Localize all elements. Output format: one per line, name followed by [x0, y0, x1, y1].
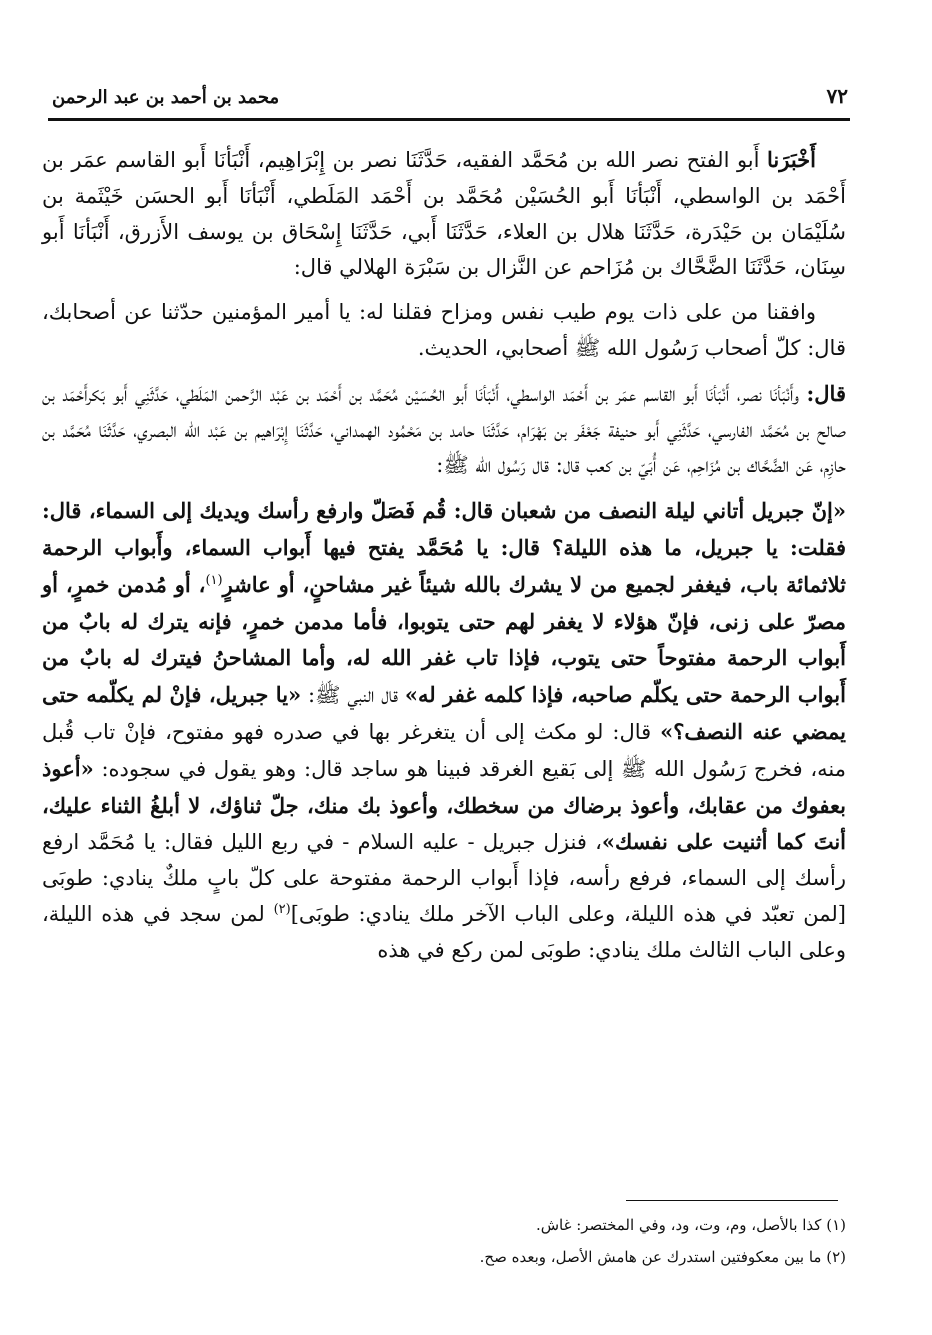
paragraph-1-text: أَبو الفتح نصر الله بن مُحَمَّد الفقيه، حَدَّثَنَا نصر بن إِبْرَاهِيم، أَنْبَأنَا أَبو القاسم عمَر بن أَحْمَد بن الواسطي، أَنْبَأنَا أَبو الحُسَيْن مُحَمَّد بن أَحْمَد المَلَطي، أَنْبَأنَا أَبو الحسَن خَيْثَمة بن سُلَيْمَان بن حَيْدَرة، حَدَّثَنَا هلال بن العلاء، حَدَّثَنَا أَبي، حَدَّثَنَا إِسْحَاق بن يوسف الأَزرق، أَنْبَأنَا أَبو سِنَان، حَدَّثَنَا الضَّحَّاك بن مُزَاحم عن النَّزال بن سَبْرَة الهلالي قال: — [42, 148, 846, 280]
paragraph-1 — [42, 142, 846, 286]
narration-text-3: ، فنزل جبريل - عليه السلام - في ربع الليل فقال: يا مُحَمَّد ارفع رأسك إلى السماء، فرفع رأسه، فإذا أَبواب الرحمة مفتوحة على كلّ بابٍ ملكٌ ينادي: طوبَى [لمن تعبّد في هذه الليلة، وعلى الباب الآخر ملك ينادي: طوبَى] — [42, 830, 846, 926]
footnote-2: (٢) ما بين معكوفتين استدرك عن هامش الأصل، وبعده صح. — [479, 1248, 846, 1266]
narration-text-2: قال: لو مكث إلى أن يتغرغر بها في صدره فهو مفتوح، فإنْ تاب قُبل منه، فخرج رَسُول الله ﷺ إلى بَقيع الغرقد فبينا هو ساجد قال: وهو يقول في سجوده: — [42, 719, 846, 781]
paragraph-4 — [42, 493, 846, 968]
paragraph-1-lead: أَخْبَرَنا — [767, 147, 816, 172]
paragraph-3-lead: قال: — [806, 380, 846, 406]
hadith-text-1: «إنّ جبريل أتاني ليلة النصف من شعبان قال: قُم فَصَلّ وارفع رأسك ويديك إلى السماء، قال: فقلت: يا جبريل، ما هذه الليلة؟ قال: يا مُحَمَّد يفتح فيها أَبواب السماء، وأَبواب الرحمة ثلاثمائة باب، فيغفر لجميع من لا يشرك بالله شيئاً غير مشاحنٍ، أو عاشرٍ — [42, 498, 846, 597]
footnote-ref-1[interactable]: (١) — [205, 572, 223, 588]
header-rule — [48, 118, 850, 121]
narration-text-1: قال النبي ﷺ: — [301, 683, 405, 708]
paragraph-2-text: وافقنا من على ذات يوم طيب نفس ومزاح فقلنا له: يا أمير المؤمنين حدّثنا عن أصحابك، قال: كلّ أصحاب رَسُول الله ﷺ أصحابي، الحديث. — [42, 300, 846, 360]
main-text — [42, 142, 846, 978]
narration-text-4: لمن سجد في هذه الليلة، وعلى الباب الثالث ملك ينادي: طوبَى لمن ركع في هذه — [42, 901, 846, 962]
footnote-1: (١) كذا بالأصل، وم، وت، ود، وفي المختصر: غاش. — [535, 1216, 846, 1234]
footnote-ref-2[interactable]: (٢) — [273, 901, 291, 917]
footnote-rule — [626, 1200, 838, 1201]
paragraph-2 — [42, 295, 846, 367]
running-title: محمد بن أحمد بن عبد الرحمن — [52, 87, 280, 108]
footnotes — [42, 1212, 846, 1276]
paragraph-3-text: وأَنْبَأنَا نصر، أَنْبَأنَا أَبو القاسم عمَر بن أَحْمَد الواسطي، أَنْبَأنَا أَبو الحُسَيْن مُحَمَّد بن أَحْمَد بن عَبْد الرَّحمن المَلَطي، حَدَّثَنِي أَبو بَكرأَحْمَد بن صالح بن مُحَمَّد الفارسي، حَدَّثَنِي أَبو حنيفة جَعْفَر بن بَهْرَام، حَدَّثَنَا حامد بن مَحْمُود الهمداني، حَدَّثَنَا إِبْرَاهيم بن عَبْد الله البصري، حَدَّثَنَا مُحَمَّد بن حازِم، عَن الضَّحَّاك بن مُزَاحِم، عَن أُبَيّ بن كعب قال: قال رَسُول الله ﷺ: — [42, 381, 846, 478]
paragraph-3 — [42, 376, 846, 484]
page-number: ٧٢ — [826, 84, 848, 108]
page-header — [52, 74, 848, 108]
hadith-text-4: «أعوذ بعفوك من عقابك، وأعوذ برضاك من سخطك، وأعوذ بك منك، جلّ ثناؤك، لا أبلغُ الثناء عليك، أنتَ كما أثنيت على نفسك» — [42, 755, 846, 855]
hadith-text-2: ، أو مُدمن خمرٍ، أو مصرّ على زنى، فإنّ هؤلاء لا يغفر لهم حتى يتوبوا، فأما مدمن خمرٍ، فإنه يترك له بابٌ من أَبواب الرحمة مفتوحاً حتى يتوب، فإذا تاب غفر الله له، وأما المشاحنُ فيترك له بابٌ من أَبواب الرحمة حتى يكلّم صاحبه، فإذا كلمه غفر له» — [42, 571, 846, 708]
hadith-text-3: «يا جبريل، فإنْ لم يكلّمه حتى يمضي عنه النصف؟» — [42, 682, 846, 744]
